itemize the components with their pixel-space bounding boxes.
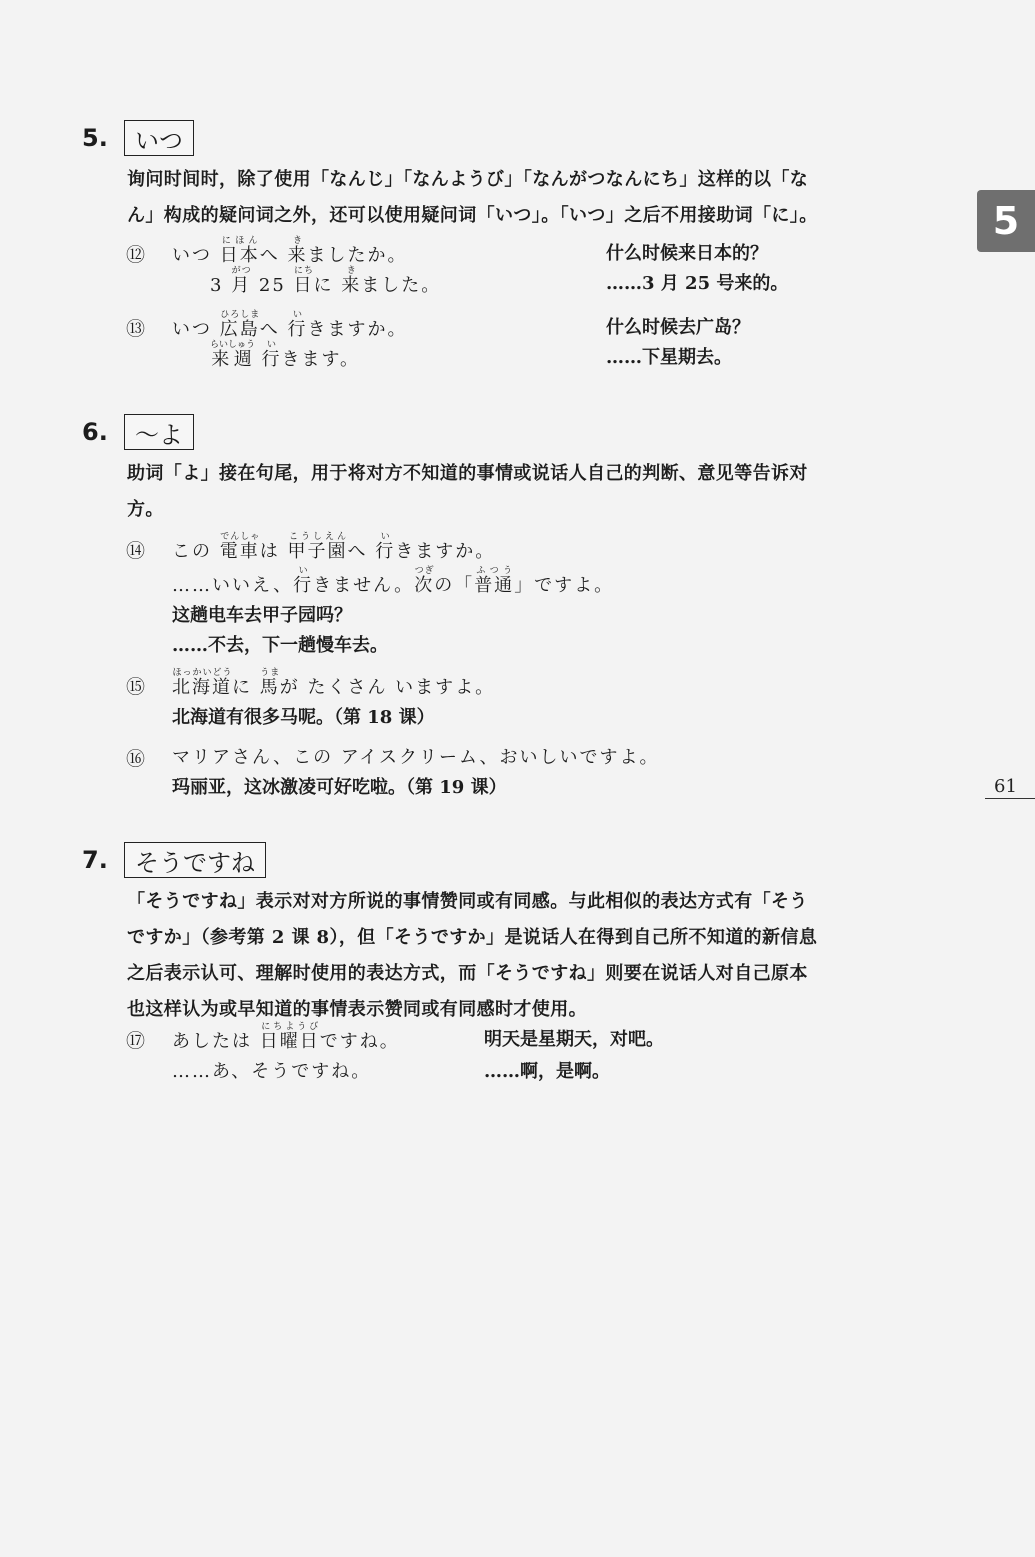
section-6-explanation bbox=[127, 456, 808, 528]
chapter-tab: 5 bbox=[977, 190, 1035, 252]
example-16-jp-line-1: マリアさん、この アイスクリーム、おいしいですよ。 bbox=[172, 747, 660, 768]
section-7-number: 7. bbox=[82, 846, 108, 874]
example-17-number: ⑰ bbox=[126, 1030, 146, 1052]
section-7-line-1: 「そうですね」表示对对方所说的事情赞同或有同感。与此相似的表达方式有「そう bbox=[127, 891, 808, 912]
section-7-line-2: ですか」（参考第 2 课 8），但「そうですか」是说话人在得到自己所不知道的新信息 bbox=[127, 927, 818, 948]
example-13-cn-line-1: 什么时候去广岛？ bbox=[606, 317, 750, 338]
example-13-number: ⑬ bbox=[126, 318, 146, 340]
page-number: 61 bbox=[994, 776, 1017, 797]
example-14-cn-line-1: 这趟电车去甲子园吗？ bbox=[172, 605, 352, 626]
section-7-heading bbox=[82, 842, 266, 878]
example-13-cn-line-2: ……下星期去。 bbox=[606, 347, 732, 368]
example-15-jp-line-1: 北海道ほっかいどうに 馬うまが たくさん いますよ。 bbox=[172, 668, 496, 698]
example-12-cn-line-2: ……3 月 25 号来的。 bbox=[606, 273, 789, 294]
example-14-jp-line-1: この 電車でんしゃは 甲子園こうしえんへ 行いきますか。 bbox=[172, 532, 496, 562]
section-6-line-1: 助词「よ」接在句尾，用于将对方不知道的事情或说话人自己的判断、意见等告诉对 bbox=[127, 463, 808, 484]
example-17-cn-line-2: ……啊，是啊。 bbox=[484, 1061, 610, 1082]
example-17-cn-line-1: 明天是星期天，对吧。 bbox=[484, 1029, 664, 1050]
example-12-number: ⑫ bbox=[126, 244, 146, 266]
example-16-cn-line-1: 玛丽亚，这冰激凌可好吃啦。（第 19 课） bbox=[172, 777, 507, 798]
example-14-jp-line-2: ……いいえ、行いきません。次つぎの「普通ふつう」ですよ。 bbox=[172, 566, 615, 596]
section-5-explanation bbox=[127, 162, 818, 234]
example-14-number: ⑭ bbox=[126, 540, 146, 562]
example-12-jp-line-2: 3 月がつ 25 日にちに 来きました。 bbox=[210, 266, 442, 296]
example-16-number: ⑯ bbox=[126, 748, 146, 770]
section-7-title: そうですね bbox=[124, 842, 266, 878]
section-6-line-2: 方。 bbox=[127, 499, 164, 520]
example-13-jp-line-2: 来週らいしゅう 行いきます。 bbox=[210, 340, 361, 370]
section-5-line-1: 询问时间时，除了使用「なんじ」「なんようび」「なんがつなんにち」这样的以「な bbox=[127, 169, 809, 190]
section-5-line-2: ん」构成的疑问词之外，还可以使用疑问词「いつ」。「いつ」之后不用接助词「に」。 bbox=[127, 205, 818, 226]
example-12-jp-line-1: いつ 日本にほんへ 来きましたか。 bbox=[172, 236, 408, 266]
section-5-heading bbox=[82, 120, 194, 156]
example-17-jp-line-2: ……あ、そうですね。 bbox=[172, 1061, 372, 1082]
section-5-title: いつ bbox=[124, 120, 194, 156]
section-6-number: 6. bbox=[82, 418, 108, 446]
example-15-number: ⑮ bbox=[126, 676, 146, 698]
section-7-line-4: 也这样认为或早知道的事情表示赞同或有同感时才使用。 bbox=[127, 999, 587, 1020]
example-15-cn-line-1: 北海道有很多马呢。（第 18 课） bbox=[172, 707, 435, 728]
section-5-number: 5. bbox=[82, 124, 108, 152]
example-17-jp-line-1: あしたは 日曜日にちようびですね。 bbox=[172, 1022, 400, 1052]
page-number-rule bbox=[985, 798, 1035, 799]
section-6-title: ～よ bbox=[124, 414, 194, 450]
section-7-line-3: 之后表示认可、理解时使用的表达方式，而「そうですね」则要在说话人对自己原本 bbox=[127, 963, 808, 984]
section-7-explanation bbox=[127, 884, 817, 1028]
example-14-cn-line-2: ……不去，下一趟慢车去。 bbox=[172, 635, 388, 656]
section-6-heading bbox=[82, 414, 194, 450]
example-12-cn-line-1: 什么时候来日本的？ bbox=[606, 243, 768, 264]
example-13-jp-line-1: いつ 広島ひろしまへ 行いきますか。 bbox=[172, 310, 408, 340]
